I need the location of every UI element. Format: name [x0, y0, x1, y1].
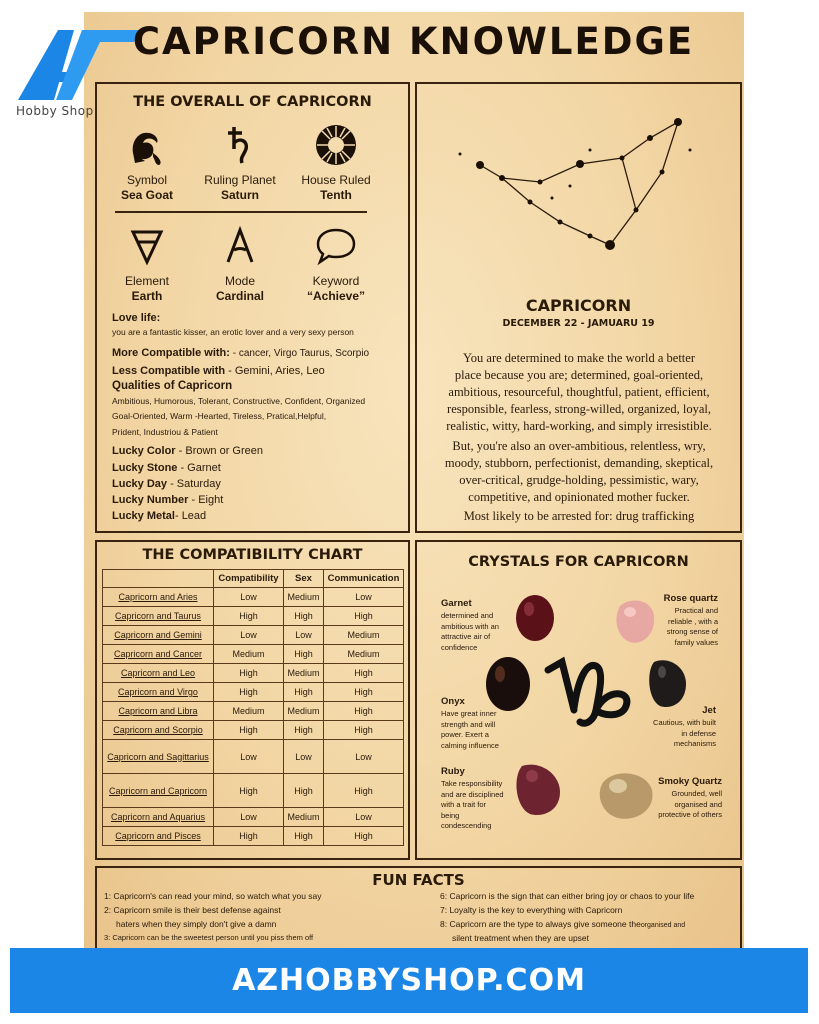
- crystal-name: Garnet: [441, 598, 472, 609]
- crystal-desc: Have great inner: [441, 709, 497, 718]
- mode-label: Mode: [224, 274, 256, 288]
- crystal-desc: in defense: [681, 728, 716, 738]
- crystal-desc: Grounded, well: [671, 789, 722, 798]
- crystals-heading: CRYSTALS FOR CAPRICORN: [468, 554, 689, 570]
- pair: Capricorn and Aquarius: [103, 808, 214, 827]
- communication-cell: High: [324, 827, 404, 846]
- crystal-desc: family values: [674, 637, 718, 647]
- fun-facts-heading: FUN FACTS: [372, 871, 465, 889]
- fun-fact: 3: Capricorn can be the sweetest person until you piss them off: [104, 933, 314, 942]
- lucky-value: - Brown or Green: [175, 445, 263, 457]
- crystal-desc: mechanisms: [673, 739, 716, 748]
- lucky-label: Lucky Metal: [112, 510, 175, 522]
- description-line: moody, stubborn, perfectionist, demanding, skeptical,: [444, 456, 714, 470]
- lucky-label: Lucky Day: [112, 478, 168, 490]
- compatibility-cell: Medium: [214, 702, 284, 721]
- description-line: realistic, witty, hard-working, and simply irresistible.: [446, 419, 712, 433]
- pair: Capricorn and Gemini: [103, 626, 214, 645]
- crystal-desc: Cautious, with built: [653, 718, 716, 727]
- table-row: [103, 588, 404, 607]
- fun-fact: silent treatment when they are upset: [452, 933, 590, 943]
- communication-cell: Low: [324, 588, 404, 607]
- overall-heading: THE OVERALL OF CAPRICORN: [133, 94, 372, 110]
- qualities-label: Qualities of Capricorn: [112, 380, 233, 392]
- fun-fact-text: 8: Capricorn are the type to always give someone the: [440, 919, 641, 929]
- table-row: [103, 721, 404, 740]
- description-line: ambitious, resourceful, thoughtful, patient, efficient,: [448, 385, 710, 399]
- table-header: Compatibility: [214, 570, 284, 588]
- logo-text: Hobby Shop: [16, 104, 94, 118]
- crystal-desc: ambitious with an: [441, 621, 499, 631]
- element-label: Element: [124, 274, 170, 288]
- crystal-jet: [646, 656, 688, 710]
- less-text: - Gemini, Aries, Leo: [225, 365, 325, 377]
- element-value: Earth: [131, 289, 163, 303]
- lucky-label: Lucky Number: [112, 494, 189, 506]
- compatibility-cell: High: [214, 607, 284, 626]
- compatibility-cell: High: [214, 721, 284, 740]
- fun-fact: [440, 918, 685, 932]
- sex-cell: Medium: [284, 702, 324, 721]
- description-line: competitive, and opinionated mother fucker.: [468, 490, 690, 504]
- crystal-desc: reliable , with a: [667, 616, 718, 626]
- crystal-desc: power. Exert a: [441, 730, 489, 739]
- sex-cell: Low: [284, 740, 324, 774]
- sex-cell: Medium: [284, 664, 324, 683]
- pair: Capricorn and Taurus: [103, 607, 214, 626]
- crystal-name: Ruby: [441, 766, 465, 777]
- communication-cell: High: [324, 664, 404, 683]
- crystal-label-ruby: [441, 765, 513, 832]
- sex-cell: High: [284, 774, 324, 808]
- communication-cell: Medium: [324, 626, 404, 645]
- sex-cell: Medium: [284, 808, 324, 827]
- more-compatible: [112, 346, 369, 361]
- table-row: [103, 702, 404, 721]
- crystal-desc: strong sense of: [666, 627, 718, 636]
- compatibility-cell: Low: [214, 808, 284, 827]
- compatibility-cell: Low: [214, 740, 284, 774]
- sex-cell: Medium: [284, 588, 324, 607]
- fun-fact: 7: Loyalty is the key to everything with Capricorn: [440, 905, 623, 915]
- more-text: - cancer, Virgo Taurus, Scorpio: [229, 348, 370, 359]
- keyword-item: [296, 224, 376, 304]
- lucky-label: Lucky Color: [112, 445, 176, 457]
- communication-cell: High: [324, 607, 404, 626]
- crystal-desc: strength and will: [441, 719, 496, 729]
- table-header-row: [103, 570, 404, 588]
- communication-cell: Low: [324, 808, 404, 827]
- compatibility-heading: THE COMPATIBILITY CHART: [142, 547, 363, 563]
- crystal-desc: confidence: [441, 642, 478, 652]
- crystal-label-garnet: [441, 597, 513, 653]
- crystal-desc: with a trait for: [441, 800, 487, 809]
- divider: [115, 211, 367, 213]
- description-line: Most likely to be arrested for: drug trafficking: [463, 509, 695, 523]
- element-item: [108, 224, 186, 304]
- lucky-label: Lucky Stone: [112, 462, 178, 474]
- crystal-label-rose-quartz: [650, 592, 718, 648]
- crystal-desc: condescending: [441, 821, 492, 830]
- cardinal-icon: [218, 224, 262, 268]
- page-title: CAPRICORN KNOWLEDGE: [132, 20, 695, 63]
- lucky-item: [112, 444, 263, 458]
- crystal-name: Smoky Quartz: [658, 776, 722, 787]
- mode-item: [200, 224, 280, 304]
- constellation-name: CAPRICORN: [525, 296, 632, 315]
- goat-icon: [125, 123, 169, 167]
- description-line: over-critical, grudge-holding, pessimistic, wary,: [459, 473, 699, 487]
- qualities-line: Ambitious, Humorous, Tolerant, Constructive, Confident, Organized: [112, 396, 366, 406]
- love-label: Love life:: [112, 312, 161, 324]
- pair: Capricorn and Virgo: [103, 683, 214, 702]
- sex-cell: High: [284, 721, 324, 740]
- saturn-icon: [218, 123, 262, 167]
- sex-cell: High: [284, 645, 324, 664]
- less-compatible: [112, 364, 325, 378]
- pair: Capricorn and Capricorn: [103, 774, 214, 808]
- fun-fact-overlay: organised and: [640, 922, 686, 929]
- crystal-desc: being: [441, 810, 460, 820]
- house-ruled-item: [296, 123, 376, 203]
- crystal-label-onyx: [441, 695, 513, 751]
- crystal-desc: calming influence: [441, 740, 499, 750]
- pair: Capricorn and Libra: [103, 702, 214, 721]
- crystal-desc: organised and: [674, 799, 722, 809]
- symbol-value: Sea Goat: [120, 188, 174, 202]
- crystal-desc: determined and: [441, 611, 494, 620]
- description-line: responsible, fearless, strong-willed, organized, loyal,: [447, 402, 711, 416]
- house-ruled-label: House Ruled: [301, 173, 371, 187]
- table-row: [103, 645, 404, 664]
- table-header: Communication: [324, 570, 404, 588]
- communication-cell: High: [324, 774, 404, 808]
- description-line: place because you are; determined, goal-oriented,: [454, 368, 704, 382]
- shop-url-banner[interactable]: AZHOBBYSHOP.COM: [10, 948, 808, 1013]
- symbol-label: Symbol: [126, 173, 167, 187]
- lucky-value: - Lead: [174, 510, 207, 522]
- compatibility-cell: High: [214, 774, 284, 808]
- crystal-garnet: [514, 594, 556, 642]
- keyword-value: “Achieve”: [306, 289, 366, 303]
- description-line: You are determined to make the world a better: [463, 351, 695, 365]
- table-row: [103, 774, 404, 808]
- house-ruled-value: Tenth: [320, 188, 352, 202]
- crystal-label-smoky-quartz: [640, 775, 722, 821]
- communication-cell: Low: [324, 740, 404, 774]
- table-header: Sex: [284, 570, 324, 588]
- crystal-ruby: [512, 760, 562, 818]
- table-header-empty: [103, 570, 214, 588]
- description-line: But, you're also an over-ambitious, relentless, wry,: [452, 439, 706, 453]
- crystal-name: Rose quartz: [663, 593, 718, 604]
- lucky-value: - Eight: [188, 494, 224, 506]
- crystal-name: Jet: [702, 705, 716, 716]
- compatibility-cell: High: [214, 827, 284, 846]
- pair: Capricorn and Sagittarius: [103, 740, 214, 774]
- crystal-desc: Take responsibility: [441, 779, 503, 788]
- compatibility-cell: High: [214, 683, 284, 702]
- love-text: you are a fantastic kisser, an erotic lover and a very sexy person: [112, 327, 354, 337]
- compatibility-cell: Low: [214, 588, 284, 607]
- crystal-desc: and are disciplined: [441, 789, 504, 799]
- fun-fact: 1: Capricorn's can read your mind, so watch what you say: [104, 891, 322, 901]
- table-row: [103, 683, 404, 702]
- compatibility-cell: High: [214, 664, 284, 683]
- crystal-desc: protective of others: [658, 810, 722, 819]
- crystal-label-jet: [640, 704, 716, 750]
- communication-cell: High: [324, 721, 404, 740]
- communication-cell: Medium: [324, 645, 404, 664]
- pair: Capricorn and Aries: [103, 588, 214, 607]
- ruling-planet-value: Saturn: [220, 188, 259, 202]
- less-label: Less Compatible with: [112, 365, 226, 377]
- table-row: [103, 626, 404, 645]
- sex-cell: Low: [284, 626, 324, 645]
- crystal-desc: attractive air of: [441, 632, 491, 641]
- sex-cell: High: [284, 827, 324, 846]
- qualities-line: Prident, Industriou & Patient: [112, 427, 218, 437]
- compatibility-table: [102, 569, 404, 846]
- description: [420, 350, 738, 525]
- pair: Capricorn and Pisces: [103, 827, 214, 846]
- fun-fact: 2: Capricorn smile is their best defense against: [104, 905, 281, 915]
- crystal-name: Onyx: [441, 696, 465, 707]
- table-row: [103, 827, 404, 846]
- ruling-planet-label: Ruling Planet: [204, 173, 276, 187]
- table-row: [103, 664, 404, 683]
- fun-fact: haters when they simply don't give a damn: [116, 919, 277, 929]
- fun-fact: 6: Capricorn is the sign that can either bring joy or chaos to your life: [440, 891, 695, 901]
- speech-bubble-icon: [314, 224, 358, 268]
- pair: Capricorn and Scorpio: [103, 721, 214, 740]
- lucky-item: [112, 509, 206, 523]
- lucky-item: [112, 461, 221, 475]
- table-row: [103, 607, 404, 626]
- table-row: [103, 740, 404, 774]
- pair: Capricorn and Leo: [103, 664, 214, 683]
- table-row: [103, 808, 404, 827]
- compatibility-cell: Medium: [214, 645, 284, 664]
- constellation-diagram: [440, 110, 730, 280]
- capricorn-glyph-icon: [540, 650, 640, 730]
- symbol-item: [108, 123, 186, 203]
- sex-cell: High: [284, 683, 324, 702]
- crystal-desc: Practical and: [674, 606, 718, 615]
- lucky-value: - Garnet: [177, 462, 221, 474]
- keyword-label: Keyword: [312, 274, 360, 288]
- compatibility-cell: Low: [214, 626, 284, 645]
- lucky-item: [112, 493, 223, 507]
- constellation-dates: DECEMBER 22 - JAMUARU 19: [502, 318, 655, 329]
- ruling-planet-item: [198, 123, 282, 203]
- earth-element-icon: [125, 224, 169, 268]
- wheel-icon: [314, 123, 358, 167]
- lucky-value: - Saturday: [167, 478, 221, 490]
- qualities-line: Goal-Oriented, Warm -Hearted, Tireless, Pratical,Helpful,: [112, 411, 327, 421]
- pair: Capricorn and Cancer: [103, 645, 214, 664]
- mode-value: Cardinal: [215, 289, 264, 303]
- communication-cell: High: [324, 683, 404, 702]
- more-label: More Compatible with:: [112, 347, 230, 359]
- sex-cell: High: [284, 607, 324, 626]
- communication-cell: High: [324, 702, 404, 721]
- lucky-item: [112, 477, 221, 491]
